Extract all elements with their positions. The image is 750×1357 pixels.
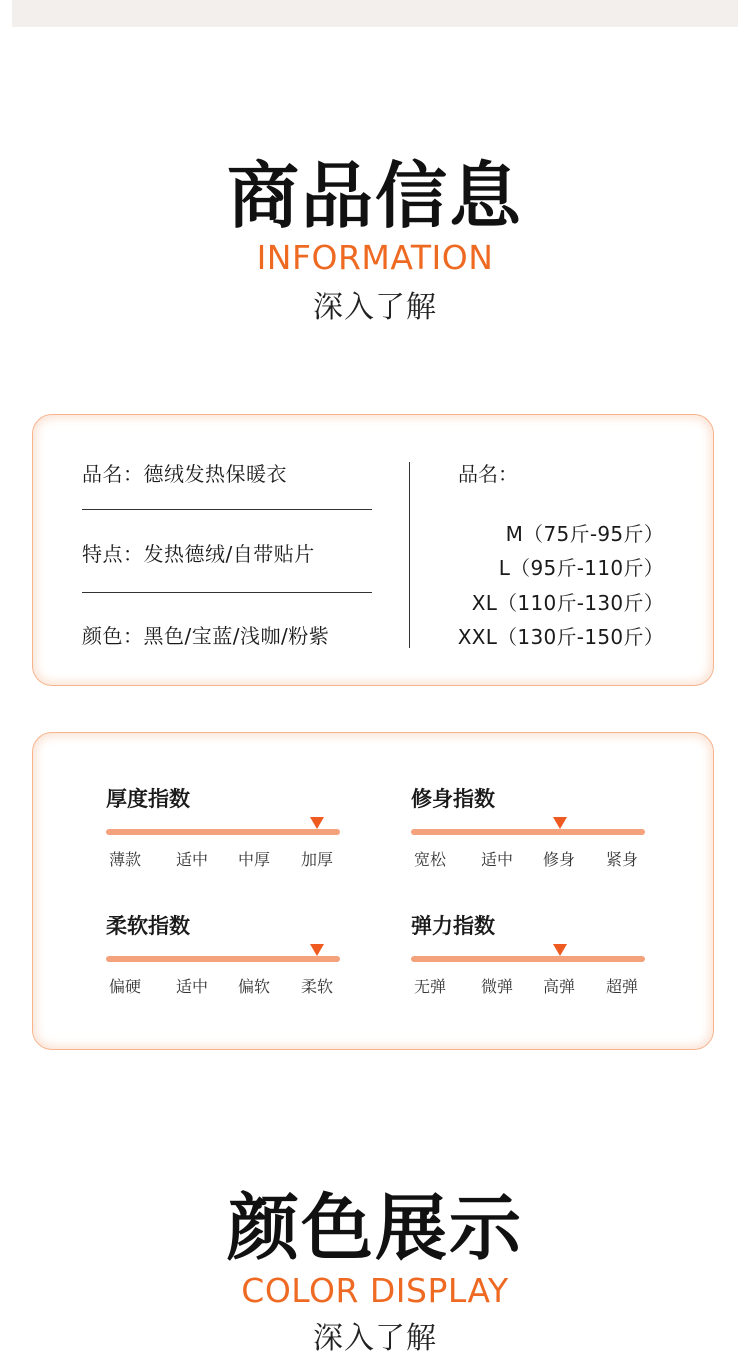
index-label: 无弹	[413, 977, 447, 996]
index-label: 偏软	[237, 977, 271, 996]
index-label: 偏硬	[108, 977, 142, 996]
thickness-index	[106, 783, 342, 873]
index-label: 修身	[542, 850, 576, 869]
size-item: XL（110斤-130斤）	[471, 591, 664, 615]
size-item: XXL（130斤-150斤）	[457, 625, 664, 649]
size-title: 品名：	[458, 462, 518, 486]
index-label: 适中	[480, 850, 514, 869]
product-color: 颜色：黑色/宝蓝/浅咖/粉紫	[82, 624, 330, 648]
top-strip	[12, 0, 738, 27]
index-marker-icon	[310, 944, 324, 956]
index-bar	[411, 956, 645, 962]
index-label: 宽松	[413, 850, 447, 869]
index-label: 超弹	[605, 977, 639, 996]
color-section-subtitle-cn: 深入了解	[313, 1321, 437, 1356]
info-divider	[82, 592, 372, 593]
index-labels	[106, 974, 346, 996]
index-bar	[411, 829, 645, 835]
elasticity-index	[411, 910, 647, 1000]
index-label: 薄款	[108, 850, 142, 869]
index-title: 柔软指数	[106, 914, 190, 938]
index-labels	[411, 847, 651, 869]
index-label: 紧身	[605, 850, 639, 869]
color-section-title: 颜色展示	[226, 1186, 523, 1270]
index-marker-icon	[553, 817, 567, 829]
index-label: 微弹	[480, 977, 514, 996]
index-labels	[411, 974, 651, 996]
index-card	[32, 732, 714, 1050]
info-section-subtitle-cn: 深入了解	[313, 290, 437, 325]
index-marker-icon	[310, 817, 324, 829]
index-marker-icon	[553, 944, 567, 956]
product-name: 品名：德绒发热保暖衣	[82, 462, 287, 486]
size-item: L（95斤-110斤）	[498, 556, 664, 580]
info-vertical-divider	[409, 462, 410, 648]
index-label: 柔软	[300, 977, 334, 996]
index-title: 厚度指数	[106, 787, 190, 811]
index-bar	[106, 956, 340, 962]
index-label: 加厚	[300, 850, 334, 869]
index-bar	[106, 829, 340, 835]
index-title: 修身指数	[411, 787, 495, 811]
fit-index	[411, 783, 647, 873]
index-labels	[106, 847, 346, 869]
index-title: 弹力指数	[411, 914, 495, 938]
info-section-subtitle-en: INFORMATION	[256, 238, 494, 277]
color-section-subtitle-en: COLOR DISPLAY	[241, 1271, 509, 1310]
info-divider	[82, 509, 372, 510]
index-label: 中厚	[237, 850, 271, 869]
size-item: M（75斤-95斤）	[505, 522, 664, 546]
softness-index	[106, 910, 342, 1000]
index-label: 高弹	[542, 977, 576, 996]
index-label: 适中	[175, 850, 209, 869]
index-label: 适中	[175, 977, 209, 996]
info-section-title: 商品信息	[226, 154, 523, 238]
product-feature: 特点：发热德绒/自带贴片	[82, 542, 315, 566]
